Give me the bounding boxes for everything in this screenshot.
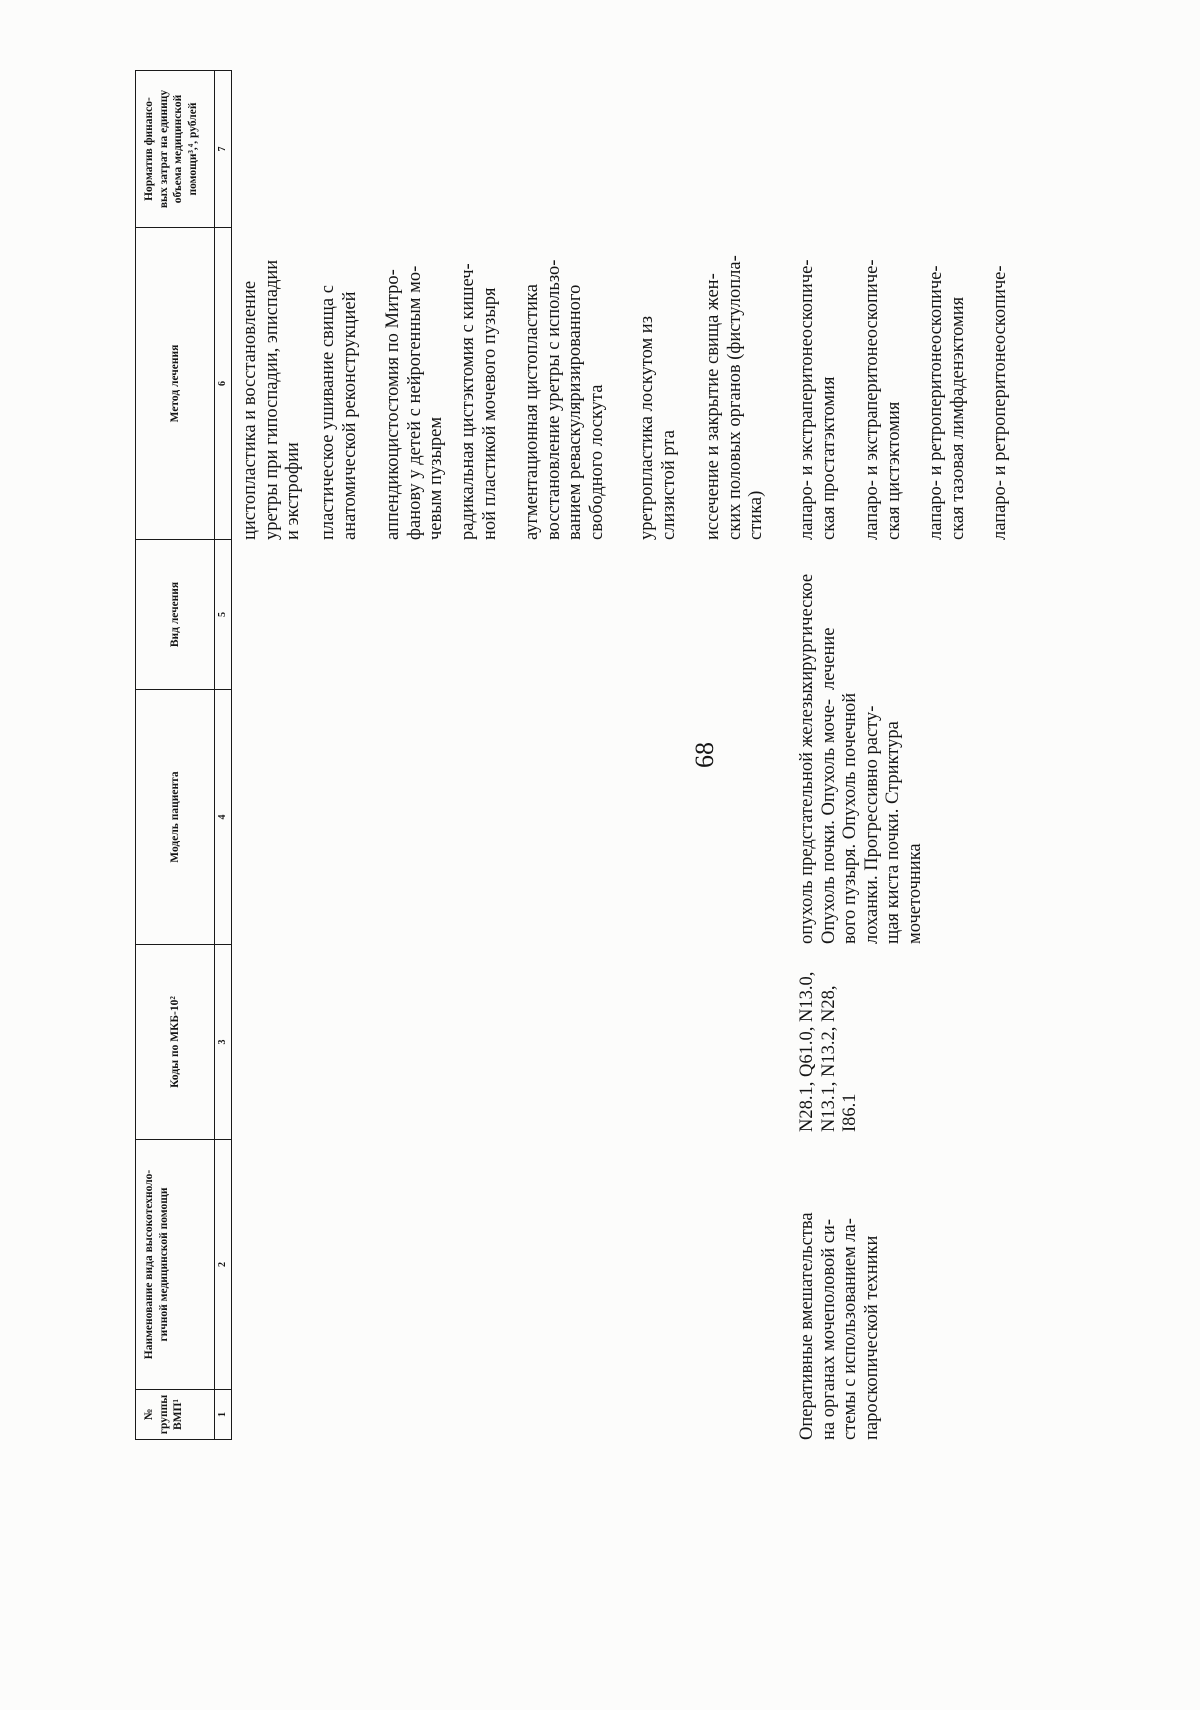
treatment-method-item: лапаро- и экстраперитонеоскопиче- ская цистэктомия [862, 259, 904, 540]
treatment-method-item: иссечение и закрытие свища жен- ских половых органов (фистулопла- стика) [703, 255, 766, 540]
care-type-name: Оперативные вмешательства на органах мочеполовой си- стемы с использованием ла- пароскопической техники [797, 1212, 882, 1440]
treatment-method-item: аугментационная цистопластика восстановление уретры с использо- ванием реваскуляризированного свободного лоскута [522, 259, 607, 540]
patient-model: опухоль предстательной железы. Опухоль почки. Опухоль моче- вого пузыря. Опухоль почечной лоханки. Прогрессивно расту- щая киста почки. Стриктура мочеточника [797, 684, 925, 944]
header-cost-standard: Норматив финансо- вых затрат на единицу объема медицинской помощи³,⁴, рублей [135, 70, 215, 228]
column-number: 6 [215, 228, 232, 540]
page-number: 68 [690, 742, 719, 768]
treatment-method-item: аппендикоцистостомия по Митро- фанову у детей с нейрогенным мо- чевым пузырем [383, 265, 446, 540]
treatment-method-item: пластическое ушивание свища с анатомической реконструкцией [318, 285, 360, 540]
treatment-method-item: радикальная цистэктомия с кишеч- ной пластикой мочевого пузыря [458, 263, 500, 540]
header-treatment-type: Вид лечения [135, 540, 215, 690]
treatment-method-item: лапаро- и ретроперитонеоскопиче- [990, 265, 1010, 540]
column-number: 5 [215, 540, 232, 690]
header-group-number: № группы ВМП¹ [135, 1390, 215, 1440]
treatment-method-item: лапаро- и экстраперитонеоскопиче- ская простатэктомия [797, 259, 839, 540]
treatment-type: хирургическое лечение [797, 573, 839, 690]
treatment-method-item: уретропластика лоскутом из слизистой рта [637, 315, 679, 540]
column-number: 4 [215, 690, 232, 945]
column-number: 1 [215, 1390, 232, 1440]
header-icd-codes: Коды по МКБ-10² [135, 945, 215, 1140]
icd-codes: N28.1, Q61.0, N13.0, N13.1, N13.2, N28, I86.1 [797, 971, 860, 1132]
treatment-method-item: лапаро- и ретроперитонеоскопиче- ская тазовая лимфаденэктомия [926, 265, 968, 540]
header-care-type: Наименование вида высокотехноло- гичной медицинской помощи [135, 1140, 215, 1390]
column-number: 7 [215, 70, 232, 228]
header-patient-model: Модель пациента [135, 690, 215, 945]
treatment-method-item: цистопластика и восстановление уретры при гипоспадии, эписпадии и экстрофии [240, 259, 303, 540]
column-number: 3 [215, 945, 232, 1140]
column-number: 2 [215, 1140, 232, 1390]
header-treatment-method: Метод лечения [135, 228, 215, 540]
